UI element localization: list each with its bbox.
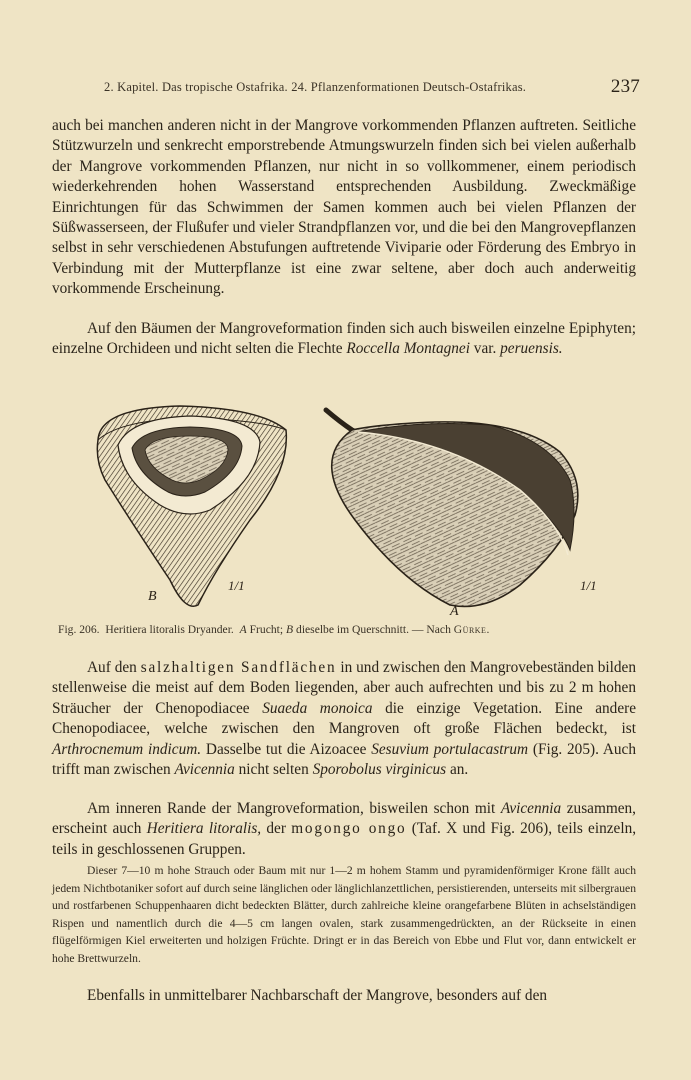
species-roccella: Roccella Montagnei	[346, 340, 470, 358]
paragraph-heritiera	[52, 799, 636, 860]
figure-heritiera	[90, 400, 610, 620]
p4-heritiera: Heritiera litoralis,	[146, 820, 262, 838]
p3-text-5: (Fig. 205). Auch trifft man zwischen	[52, 740, 636, 779]
p3-text-6: nicht selten	[238, 761, 309, 779]
running-header	[104, 76, 640, 97]
caption-number: Fig. 206.	[58, 623, 100, 636]
p3-text-1: Auf den	[87, 659, 137, 676]
paragraph-description	[52, 862, 636, 967]
caption-species: Heritiera litoralis Dryander.	[105, 623, 234, 636]
p4-text-3: der	[266, 820, 286, 838]
heritiera-illustration	[90, 400, 610, 620]
paragraph-epiphytes-text: Auf den Bäumen der Mangroveformation finden sich auch bisweilen einzelne Epiphyten; einzelne Orchideen und nicht selten die Flechte	[52, 320, 636, 358]
p3-spaced: salzhaltigen Sandflächen	[140, 659, 337, 676]
fruit-cross-section	[97, 406, 286, 606]
p3-text-7: an.	[449, 761, 469, 779]
page-number: 237	[610, 76, 640, 97]
p4-vernacular: mogongo ongo	[291, 820, 407, 838]
continuation-text: Ebenfalls in unmittelbarer Nachbarschaft der Mangrove, besonders auf den	[87, 987, 548, 1004]
description-text: Dieser 7—10 m hohe Strauch oder Baum mit nur 1—2 m hohem Stamm und pyramidenförmiger Krone fällt auch jedem Nichtbotaniker sofort auf durch seine länglichen oder länglichlanzettlichen, persistierenden, unterseits mit silbergrauen und rostfarbenen Schuppenhaaren dicht bedeckten Blätter, durch zahlreiche kleine orangefarbene Blüten in achselständigen Rispen und namentlich durch die 4—5 cm langen ovalen, stark zusammengedrückten, an der Rückseite in einen flügelförmigen Kiel erweiterten und holzigen Früchte. Dringt er in das Bereich von Ebbe und Flut vor, dann entwickelt er hohe Brettwurzeln.	[52, 864, 636, 965]
scale-b: 1/1	[228, 578, 245, 593]
species-sporobolus: Sporobolus virginicus	[312, 761, 447, 779]
paragraph-continuation	[52, 986, 636, 1006]
species-avicennia: Avicennia	[174, 761, 235, 779]
paragraph-epiphytes	[52, 319, 636, 360]
caption-a-text: Frucht;	[249, 623, 284, 636]
species-suaeda: Suaeda monoica	[262, 699, 373, 717]
p3-text-2: in und zwischen den Mangrovebeständen bilden stellenweise die meist auf dem Boden liegenden, aber auch aufrechten und bis zu 2 m hohen Sträucher der Chenopodiacee	[52, 659, 636, 717]
p3-text-3: die einzige Vegetation. Eine andere Chenopodiacee, welche zwischen den Mangroven oft große Flächen bedeckt, ist	[52, 699, 637, 738]
caption-b: B	[286, 623, 294, 636]
caption-a: A	[239, 623, 247, 636]
var-abbrev: var.	[473, 340, 497, 358]
p4-text-1: Am inneren Rande der Mangroveformation, bisweilen schon mit	[87, 800, 496, 817]
chapter-heading: 2. Kapitel. Das tropische Ostafrika. 24. Pflanzenformationen Deutsch-Ostafrikas.	[104, 80, 527, 94]
species-sesuvium: Sesuvium portulacastrum	[371, 740, 529, 758]
figure-caption	[58, 623, 638, 636]
label-b: B	[148, 589, 157, 604]
species-arthrocnemum: Arthrocnemum indicum.	[52, 740, 202, 758]
paragraph-adaptations-text: auch bei manchen anderen nicht in der Mangrove vorkommenden Pflanzen auftreten. Seitliche Stützwurzeln und senkrecht emporstrebende Atmungswurzeln finden sich bei vielen außerhalb der Mangrove vorkommenden Pflanzen, nur nicht in so vollkommener, einem periodisch wiederkehrenden hohen Wasserstand entsprechenden Ausbildung. Zweckmäßige Einrichtungen für das Schwimmen der Samen kommen auch bei vielen Pflanzen der Süßwasserseen, der Flußufer und vieler Strandpflanzen vor, und die bei den Mangrovepflanzen selbst in sehr verschiedenen Abstufungen auftretende Viviparie oder Förderung des Embryo in Verbindung mit der Mutterpflanze ist eine zwar seltene, aber doch auch anderweitig vorkommende Erscheinung.	[52, 117, 636, 298]
p3-text-4: Dasselbe tut die Aizoacee	[205, 740, 367, 758]
paragraph-salt-flats	[52, 658, 636, 780]
p4-text-4: (Taf. X und Fig. 206), teils einzeln, teils in geschlossenen Gruppen.	[52, 820, 637, 858]
p4-text-2: zusammen, erscheint auch	[52, 800, 637, 838]
caption-b-text: dieselbe im Querschnitt. — Nach	[296, 623, 451, 636]
scale-a: 1/1	[580, 578, 597, 593]
label-a: A	[450, 604, 459, 619]
caption-author: Gürke.	[453, 623, 490, 636]
paragraph-adaptations	[52, 116, 636, 300]
p4-avicennia: Avicennia	[500, 800, 562, 817]
fruit-whole	[326, 410, 597, 619]
variety-peruensis: peruensis.	[500, 340, 563, 358]
